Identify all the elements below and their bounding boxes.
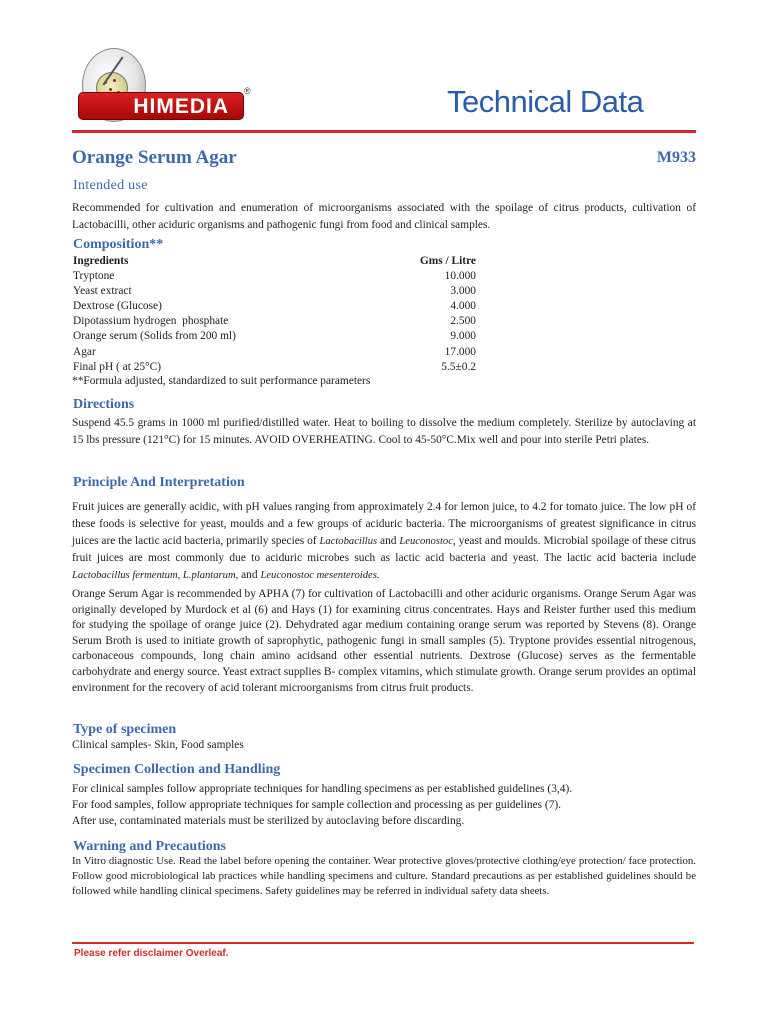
composition-header-row <box>73 254 476 269</box>
ingredient-name: Dipotassium hydrogen phosphate <box>73 315 229 328</box>
principle-paragraph-1 <box>72 499 696 584</box>
ingredient-name: Yeast extract <box>73 285 132 298</box>
species-name: Lactobacillus <box>319 536 378 547</box>
ingredient-amount: 10.000 <box>444 270 476 283</box>
logo-wordmark: HIMEDIA <box>78 92 244 120</box>
himedia-logo <box>72 48 262 124</box>
product-name: Orange Serum Agar <box>72 147 237 168</box>
intended-use-heading: Intended use <box>73 178 148 193</box>
table-row <box>73 269 476 284</box>
document-type-title: Technical Data <box>447 84 644 119</box>
principle-text: Fruit juices are generally acidic, with pH values ranging from approximately 2.4 for lemon juice, to 4.2 for tomato juice. The low pH of these foods is selective for yeast, moulds and a few groups of aciduric bacteria. The microorganisms of greatest significance in citrus juices are the lactic acid bacteria, primarily species of <box>72 501 696 547</box>
ingredient-name: Orange serum (Solids from 200 ml) <box>73 330 236 343</box>
amount-column-header: Gms / Litre <box>419 255 476 267</box>
ingredient-name: Agar <box>73 345 96 358</box>
collection-line-1: For clinical samples follow appropriate techniques for handling specimens as per established guidelines (3,4). <box>72 783 573 795</box>
intended-use-text: Recommended for cultivation and enumeration of microorganisms associated with the spoilage of citrus products, cultivation of Lactobacilli, other aciduric organisms and pathogenic fungi from food and clinical samples. <box>72 202 696 231</box>
principle-text: , yeast and moulds. Microbial spoilage of these citrus fruit juices are most commonly due to aciduric microbes such as lactic acid bacteria and yeast. The lactic acid bacteria include <box>72 535 696 564</box>
ingredient-amount: 2.500 <box>450 315 476 328</box>
species-name: Lactobacillus fermentum, L.plantarum, <box>72 570 239 581</box>
table-row <box>73 345 476 360</box>
specimen-type-text: Clinical samples- Skin, Food samples <box>72 739 244 751</box>
conjunction-text: and <box>380 535 397 547</box>
ingredient-amount: 5.5±0.2 <box>441 360 476 373</box>
footer-rule <box>72 942 694 944</box>
header-rule <box>72 130 696 133</box>
composition-footnote: **Formula adjusted, standardized to suit performance parameters <box>72 375 371 387</box>
table-row <box>73 314 476 329</box>
species-name: Leuconostoc <box>399 536 453 547</box>
collection-line-3: After use, contaminated materials must be sterilized by autoclaving before discarding. <box>72 815 465 827</box>
table-row <box>73 284 476 299</box>
table-row <box>73 329 476 344</box>
registered-mark: ® <box>244 86 251 96</box>
ingredient-name: Dextrose (Glucose) <box>73 300 162 313</box>
conjunction-text: and <box>241 569 258 581</box>
disclaimer-note: Please refer disclaimer Overleaf. <box>74 948 229 959</box>
ingredient-amount: 3.000 <box>450 285 476 298</box>
collection-line-2: For food samples, follow appropriate techniques for sample collection and processing as per guidelines (7). <box>72 799 562 811</box>
product-code: M933 <box>656 149 696 166</box>
composition-heading: Composition** <box>73 237 164 252</box>
composition-table <box>73 254 476 375</box>
species-name: Leuconostoc mesenteroides. <box>260 570 380 581</box>
warning-text: In Vitro diagnostic Use. Read the label before opening the container. Wear protective gloves/protective clothing/eye protection/ face protection. Follow good microbiological lab practices while handling specimens and culture. Standard precautions as per established guidelines should be followed while handling clinical specimens. Safety guidelines may be referred in individual safety data sheets. <box>72 855 696 898</box>
ingredient-amount: 9.000 <box>450 330 476 343</box>
table-row <box>73 299 476 314</box>
principle-heading: Principle And Interpretation <box>73 475 245 490</box>
collection-heading: Specimen Collection and Handling <box>73 762 281 777</box>
warning-heading: Warning and Precautions <box>73 839 226 854</box>
ingredient-name: Final pH ( at 25°C) <box>73 360 162 373</box>
ingredient-amount: 17.000 <box>444 345 476 358</box>
ingredients-column-header: Ingredients <box>73 255 129 267</box>
directions-text: Suspend 45.5 grams in 1000 ml purified/distilled water. Heat to boiling to dissolve the medium completely. Sterilize by autoclaving at 15 lbs pressure (121°C) for 15 minutes. AVOID OVERHEATING. Cool to 45-50°C.Mix well and pour into sterile Petri plates. <box>72 417 696 446</box>
ingredient-amount: 4.000 <box>450 300 476 313</box>
ingredient-name: Tryptone <box>73 270 115 283</box>
directions-heading: Directions <box>73 397 135 412</box>
specimen-type-heading: Type of specimen <box>73 722 177 737</box>
principle-paragraph-2: Orange Serum Agar is recommended by APHA (7) for cultivation of Lactobacilli and other aciduric organisms. Orange Serum Agar was originally developed by Murdock et al (6) and Hays (1) for examining citrus concentrates. Hays and Reister further used this medium for studying the spoilage of orange juice (2). Dehydrated agar medium containing orange serum was reported by Stevens (8). Orange Serum Broth is used to initiate growth of saprophytic, pathogenic fungi in small samples (5). Tryptone provides essential nitrogenous, carbonaceous compounds, long chain amino acidsand other essential nutrients. Dextrose (Glucose) serves as the fermentable carbohydrate and energy source. Yeast extract supplies B- complex vitamins, which stimulate growth. Orange serum provides an optimal environment for the recovery of acid tolerant microorganisms from citrus fruit products. <box>72 588 696 694</box>
